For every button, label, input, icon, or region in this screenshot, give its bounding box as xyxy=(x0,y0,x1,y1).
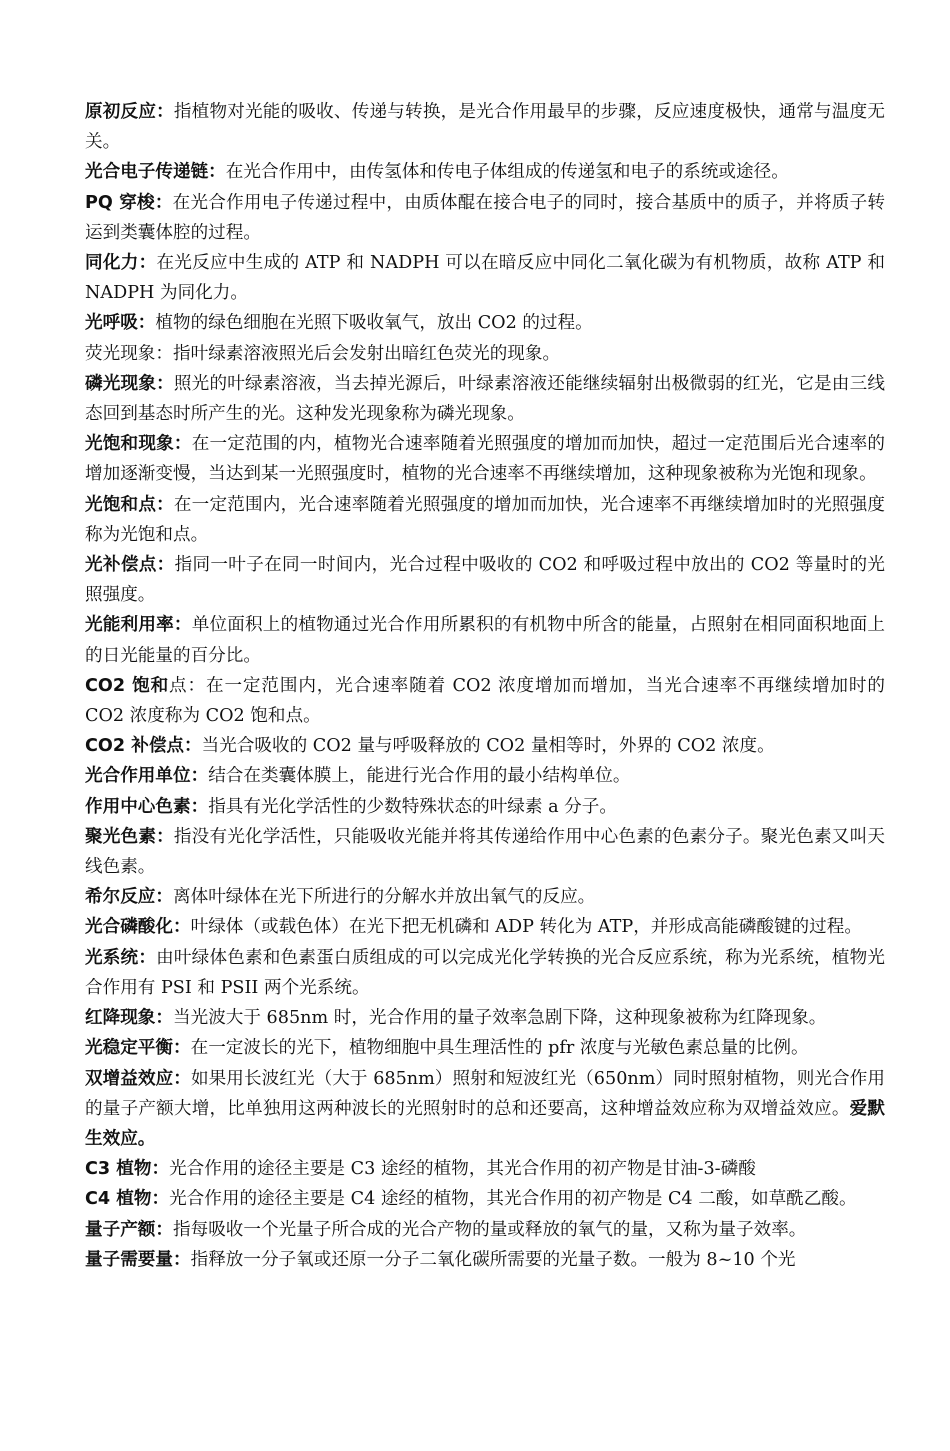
entry-dianzi-chuandilian xyxy=(85,157,885,187)
term: CO2 饱和 xyxy=(85,675,170,696)
definition: 在一定范围内，光合速率随着光照强度的增加而加快，光合速率不再继续增加时的光照强度称为光饱和点。 xyxy=(85,494,885,545)
entry-yingguang-xianxiang xyxy=(85,339,885,369)
term: 光补偿点 xyxy=(85,555,157,576)
term: PQ 穿梭 xyxy=(85,192,155,213)
term: 光饱和现象 xyxy=(85,434,174,455)
term: 光呼吸 xyxy=(85,313,138,334)
definition: 植物的绿色细胞在光照下吸收氧气，放出 CO2 的过程。 xyxy=(155,313,593,334)
entry-guangxitong xyxy=(85,943,885,1003)
definition: 指植物对光能的吸收、传递与转换，是光合作用最早的步骤，反应速度极快，通常与温度无关。 xyxy=(85,102,885,153)
separator: ： xyxy=(155,887,173,908)
entry-tonghuali xyxy=(85,248,885,308)
term-tail: 点 xyxy=(169,675,188,696)
separator: ： xyxy=(138,253,157,274)
entry-co2-baohedian xyxy=(85,671,885,731)
entry-guangwending-pingheng xyxy=(85,1033,885,1063)
definition: 光合作用的途径主要是 C3 途经的植物，其光合作用的初产物是甘油-3-磷酸 xyxy=(169,1159,756,1180)
separator: ： xyxy=(190,796,209,817)
separator: ： xyxy=(154,192,173,213)
separator: ： xyxy=(138,947,157,968)
term: 光能利用率 xyxy=(85,615,174,636)
entry-guanghe-linsuanhua xyxy=(85,912,885,942)
definition: 在光反应中生成的 ATP 和 NADPH 可以在暗反应中同化二氧化碳为有机物质，故称 ATP 和 NADPH 为同化力。 xyxy=(85,253,885,304)
term: 原初反应 xyxy=(85,102,157,122)
separator: ： xyxy=(172,1249,191,1270)
separator: ： xyxy=(137,313,156,334)
separator: ： xyxy=(173,434,192,455)
entry-liangzi-xuyaoliang xyxy=(85,1245,885,1275)
entry-zuoyong-zhongxin-sesu xyxy=(85,792,885,822)
entry-shuangzengyi-xiaoying xyxy=(85,1064,885,1155)
entry-guangneng-liyonglv xyxy=(85,610,885,670)
definition: 当光波大于 685nm 时，光合作用的量子效率急剧下降，这种现象被称为红降现象。 xyxy=(173,1008,827,1029)
entry-hongjiang-xianxiang xyxy=(85,1003,885,1033)
separator: ： xyxy=(156,102,174,122)
separator: ： xyxy=(155,1008,173,1029)
entry-guangbaohedian xyxy=(85,490,885,550)
separator: ： xyxy=(172,1038,191,1059)
term: C4 植物 xyxy=(85,1189,152,1210)
term: 红降现象 xyxy=(85,1008,156,1029)
term: 光系统 xyxy=(85,947,139,968)
term: CO2 补偿点 xyxy=(85,736,185,757)
definition-tail: 爱默生效应。 xyxy=(85,1098,885,1149)
definition: 由叶绿体色素和色素蛋白质组成的可以完成光化学转换的光合反应系统，称为光系统，植物光合作用有 PSI 和 PSII 两个光系统。 xyxy=(85,947,885,998)
term: 光饱和点 xyxy=(85,494,157,515)
term: 光合电子传递链 xyxy=(85,162,209,183)
entry-yuanchu-fanying xyxy=(85,97,885,157)
definition: 指每吸收一个光量子所合成的光合产物的量或释放的氧气的量，又称为量子效率。 xyxy=(173,1219,807,1240)
term: 荧光现象 xyxy=(85,343,156,364)
term: 磷光现象 xyxy=(85,373,157,394)
separator: ： xyxy=(156,555,175,576)
separator: ： xyxy=(173,1068,191,1089)
entry-guangbaohe-xianxiang xyxy=(85,429,885,489)
definition: 在一定波长的光下，植物细胞中具生理活性的 pfr 浓度与光敏色素总量的比例。 xyxy=(190,1038,809,1059)
separator: ： xyxy=(151,1189,170,1210)
definition: 指没有光化学活性，只能吸收光能并将其传递给作用中心色素的色素分子。聚光色素又叫天线色素。 xyxy=(85,826,885,878)
definition: 在一定范围的内，植物光合速率随着光照强度的增加而加快，超过一定范围后光合速率的增加逐渐变慢，当达到某一光照强度时，植物的光合速率不再继续增加，这种现象被称为光饱和现象。 xyxy=(85,434,885,485)
entry-c4-zhiwu xyxy=(85,1184,885,1214)
separator: ： xyxy=(155,343,173,364)
definition: 光合作用的途径主要是 C4 途经的植物，其光合作用的初产物是 C4 二酸，如草酰乙酸。 xyxy=(169,1189,857,1210)
separator: ： xyxy=(190,766,209,787)
term: 量子需要量 xyxy=(85,1249,173,1270)
separator: ： xyxy=(208,162,226,183)
definition: 如果用长波红光（大于 685nm）照射和短波红光（650nm）同时照射植物，则光合作用的量子产额大增，比单独用这两种波长的光照射时的总和还要高，这种增益效应称为双增益效应。 xyxy=(85,1068,885,1119)
entry-linguang-xianxiang xyxy=(85,369,885,429)
entry-xier-fanying xyxy=(85,882,885,912)
definition: 在光合作用中，由传氢体和传电子体组成的传递氢和电子的系统或途径。 xyxy=(225,162,789,183)
separator: ： xyxy=(184,736,202,757)
definition: 指释放一分子氧或还原一分子二氧化碳所需要的光量子数。一般为 8~10 个光 xyxy=(190,1249,796,1270)
definition: 指叶绿素溶液照光后会发射出暗红色荧光的现象。 xyxy=(173,343,561,364)
entry-guanghe-zuoyong-danwei xyxy=(85,761,885,791)
term: 双增益效应 xyxy=(85,1068,174,1089)
term: 作用中心色素 xyxy=(85,796,191,817)
definition: 照光的叶绿素溶液，当去掉光源后，叶绿素溶液还能继续辐射出极微弱的红光，它是由三线态回到基态时所产生的光。这种发光现象称为磷光现象。 xyxy=(85,373,885,425)
definition: 指具有光化学活性的少数特殊状态的叶绿素 a 分子。 xyxy=(208,796,617,817)
term: 光稳定平衡 xyxy=(85,1038,173,1059)
definition: 单位面积上的植物通过光合作用所累积的有机物中所含的能量，占照射在相同面积地面上的日光能量的百分比。 xyxy=(85,615,885,666)
definition: 叶绿体（或载色体）在光下把无机磷和 ADP 转化为 ATP，并形成高能磷酸键的过程。 xyxy=(190,917,862,938)
entry-liangzi-chane xyxy=(85,1215,885,1245)
definition: 在光合作用电子传递过程中，由质体醌在接合电子的同时，接合基质中的质子，并将质子转运到类囊体腔的过程。 xyxy=(85,192,885,243)
definition: 结合在类囊体膜上，能进行光合作用的最小结构单位。 xyxy=(208,766,631,787)
term: 量子产额 xyxy=(85,1219,156,1240)
entry-guanghuxi xyxy=(85,308,885,338)
entry-c3-zhiwu xyxy=(85,1154,885,1184)
separator: ： xyxy=(187,675,206,696)
definition: 指同一叶子在同一时间内，光合过程中吸收的 CO2 和呼吸过程中放出的 CO2 等量时的光照强度。 xyxy=(85,555,885,606)
term: 光合磷酸化 xyxy=(85,917,173,938)
entry-guangbuchangdian xyxy=(85,550,885,610)
separator: ： xyxy=(172,917,191,938)
separator: ： xyxy=(151,1159,170,1180)
term: 同化力 xyxy=(85,253,139,274)
entry-pq-chuansuo xyxy=(85,188,885,248)
term: 希尔反应 xyxy=(85,887,156,908)
separator: ： xyxy=(173,615,192,636)
separator: ： xyxy=(156,494,174,515)
definition: 离体叶绿体在光下所进行的分解水并放出氧气的反应。 xyxy=(173,887,596,908)
separator: ： xyxy=(155,1219,173,1240)
definition: 在一定范围内，光合速率随着 CO2 浓度增加而增加，当光合速率不再继续增加时的 CO2 浓度称为 CO2 饱和点。 xyxy=(85,675,885,727)
term: 光合作用单位 xyxy=(85,766,191,787)
document-page xyxy=(85,97,885,1275)
entry-co2-buchangdian xyxy=(85,731,885,761)
entry-juguang-sesu xyxy=(85,822,885,882)
term: C3 植物 xyxy=(85,1159,152,1180)
definition: 当光合吸收的 CO2 量与呼吸释放的 CO2 量相等时，外界的 CO2 浓度。 xyxy=(201,736,775,757)
separator: ： xyxy=(156,373,174,394)
term: 聚光色素 xyxy=(85,826,157,847)
separator: ： xyxy=(156,826,174,847)
